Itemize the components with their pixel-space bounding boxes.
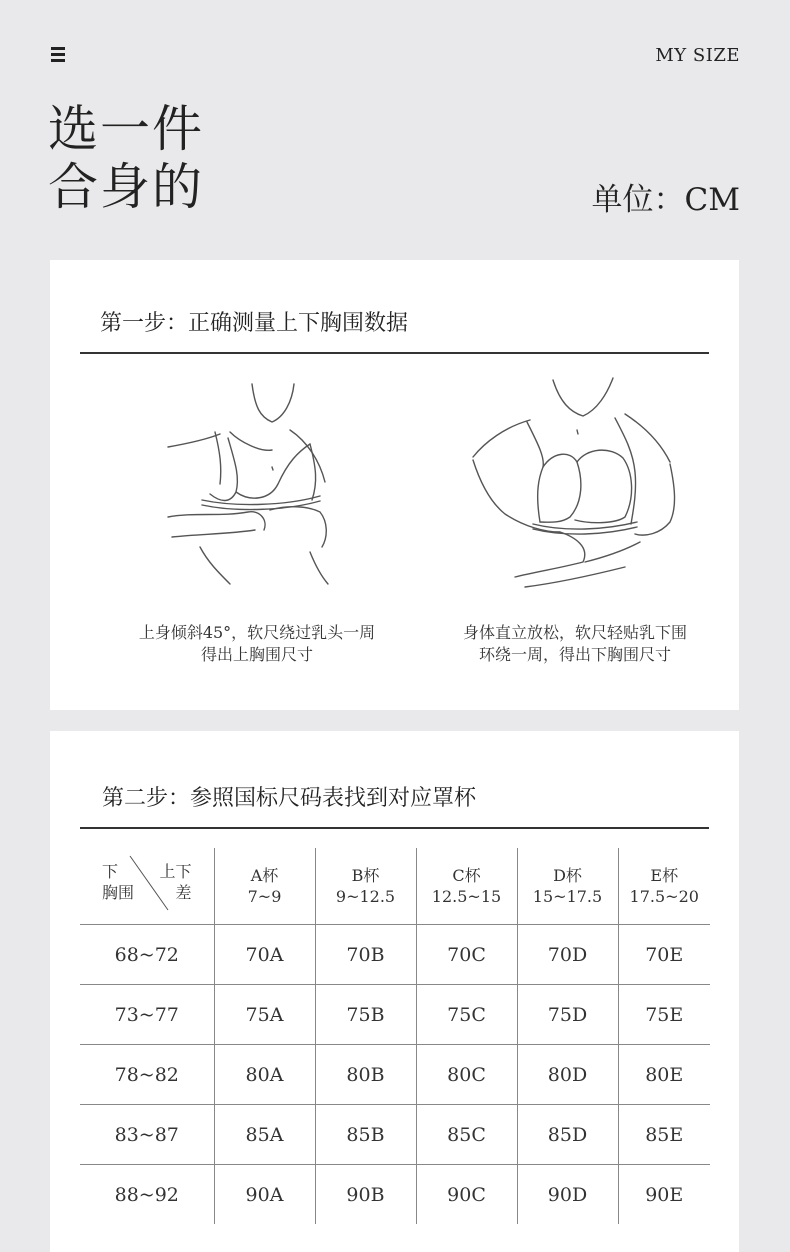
size-cell: 90D — [517, 1165, 618, 1225]
size-cell: 90B — [315, 1165, 416, 1225]
cup-label: C杯 — [452, 866, 481, 885]
table-row — [80, 1105, 710, 1165]
under-bust-header: 下 胸围 — [102, 862, 135, 902]
cup-range: 9~12.5 — [335, 887, 396, 906]
cup-header-cell — [517, 848, 618, 925]
cup-range: 15~17.5 — [532, 887, 603, 906]
brand-title: MY SIZE — [655, 45, 740, 66]
cup-range: 12.5~15 — [431, 887, 502, 906]
headline-line-2: 合身的 — [48, 158, 204, 216]
size-cell: 75E — [618, 985, 710, 1045]
size-cell: 80C — [416, 1045, 517, 1105]
cup-header-cell — [416, 848, 517, 925]
step1-title: 第一步：正确测量上下胸围数据 — [100, 311, 409, 336]
unit-label: 单位：CM — [591, 182, 740, 218]
size-cell: 85B — [315, 1105, 416, 1165]
size-cell: 85E — [618, 1105, 710, 1165]
step2-title: 第二步：参照国标尺码表找到对应罩杯 — [102, 786, 477, 811]
caption-line: 身体直立放松，软尺轻贴乳下围 — [462, 623, 687, 642]
cup-label: B杯 — [351, 866, 380, 885]
under-bust-range: 68~72 — [80, 925, 214, 985]
size-chart-table — [80, 848, 710, 1224]
corner-diagonal — [80, 848, 214, 924]
size-cell: 85D — [517, 1105, 618, 1165]
cup-header-cell — [618, 848, 710, 925]
size-cell: 75C — [416, 985, 517, 1045]
size-cell: 80B — [315, 1045, 416, 1105]
table-header-row — [80, 848, 710, 925]
size-cell: 90E — [618, 1165, 710, 1225]
caption-line: 环绕一周，得出下胸围尺寸 — [478, 645, 671, 664]
size-cell: 70E — [618, 925, 710, 985]
size-cell: 85A — [214, 1105, 315, 1165]
under-bust-range: 78~82 — [80, 1045, 214, 1105]
size-cell: 70A — [214, 925, 315, 985]
cup-range: 17.5~20 — [629, 887, 699, 906]
size-cell: 70D — [517, 925, 618, 985]
page-headline — [48, 100, 204, 216]
table-row — [80, 925, 710, 985]
step1-card — [50, 260, 739, 710]
cup-header-cell — [315, 848, 416, 925]
under-bust-range: 73~77 — [80, 985, 214, 1045]
cup-header-cell — [214, 848, 315, 925]
size-cell: 70B — [315, 925, 416, 985]
caption-line: 得出上胸围尺寸 — [200, 645, 313, 664]
size-cell: 75D — [517, 985, 618, 1045]
size-cell: 80A — [214, 1045, 315, 1105]
under-bust-range: 88~92 — [114, 1183, 179, 1206]
menu-icon[interactable] — [51, 47, 65, 64]
measure-under-bust-illustration — [465, 372, 685, 597]
size-cell: 80E — [618, 1045, 710, 1105]
cup-range: 7~9 — [247, 887, 282, 906]
size-cell: 80D — [517, 1045, 618, 1105]
table-row — [80, 1165, 710, 1225]
step1-caption-upper — [107, 622, 407, 666]
divider — [80, 352, 709, 354]
table-row — [80, 985, 710, 1045]
size-cell: 90A — [214, 1165, 315, 1225]
cup-label: A杯 — [250, 866, 279, 885]
size-cell: 90C — [416, 1165, 517, 1225]
cup-label: D杯 — [553, 866, 582, 885]
corner-cell — [80, 848, 214, 925]
table-row — [80, 1045, 710, 1105]
measure-upper-bust-illustration — [160, 372, 350, 587]
under-bust-range: 83~87 — [80, 1105, 214, 1165]
difference-header: 上下 差 — [159, 862, 192, 902]
headline-line-1: 选一件 — [48, 100, 204, 158]
caption-line: 上身倾斜45°，软尺绕过乳头一周 — [138, 623, 376, 642]
step2-card — [50, 731, 739, 1252]
size-cell: 75A — [214, 985, 315, 1045]
step1-caption-under — [425, 622, 725, 666]
size-cell: 70C — [416, 925, 517, 985]
divider — [80, 827, 709, 829]
cup-label: E杯 — [650, 866, 679, 885]
size-cell: 75B — [315, 985, 416, 1045]
size-cell: 85C — [416, 1105, 517, 1165]
